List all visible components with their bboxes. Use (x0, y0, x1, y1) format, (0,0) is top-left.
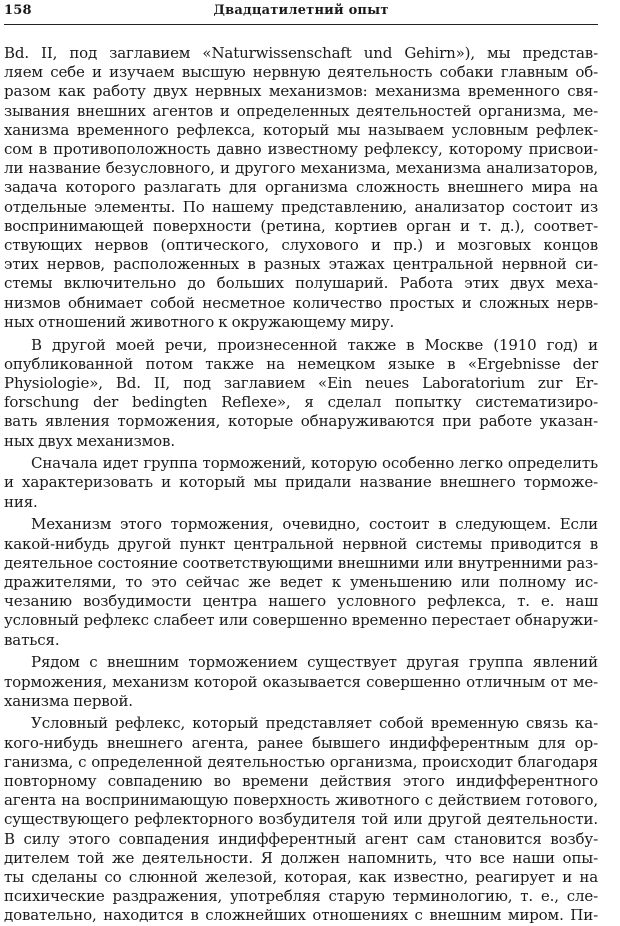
text-line: ствующих нервов (оптического, слухового и пр.) и мозговых концов (4, 236, 598, 255)
text-line: ляем себе и изучаем высшую нервную деятельность собаки главным об- (4, 63, 598, 82)
text-line: Physiologie», Bd. II, под заглавием «Ein neues Laboratorium zur Er- (4, 373, 598, 392)
text-line: опубликованной потом также на немецком языке в «Ergebnisse der (4, 354, 598, 373)
text-line: агента на воспринимающую поверхность животного с действием готового, (4, 791, 598, 810)
text-line: ных отношений животного к окружающему миру. (4, 312, 395, 331)
text-line: и характеризовать и который мы придали название внешнего торможе- (4, 473, 598, 492)
page-header (4, 0, 598, 25)
text-line: Bd. II, под заглавием «Naturwissenschaft und Gehirn»), мы представ- (4, 44, 598, 62)
text-line: воспринимающей поверхности (ретина, кортиев орган и т. д.), соответ- (4, 216, 598, 235)
paragraph-6 (4, 714, 598, 925)
text-line: зывания внешних агентов и определенных деятельностей организма, ме- (4, 101, 598, 120)
text-line: Сначала идет группа торможений, которую особенно легко определить (31, 454, 598, 473)
text-line: довательно, находится в сложнейших отношениях с внешним миром. Пи- (4, 906, 598, 925)
text-line: торможения, механизм которой оказывается совершенно отличным от ме- (4, 672, 598, 691)
text-line: forschung der bedingten Reflexe», я сделал попытку систематизиро- (4, 393, 598, 412)
text-line: ли название безусловного, и другого механизма, механизма анализаторов, (4, 159, 598, 178)
paragraph-5 (4, 653, 598, 711)
text-line: Механизм этого торможения, очевидно, состоит в следующем. Если (31, 515, 598, 534)
text-line: ханизма первой. (4, 691, 133, 710)
text-line: ваться. (4, 630, 60, 649)
text-line: В силу этого совпадения индифферентный агент сам становится возбу- (4, 829, 598, 848)
text-line: условный рефлекс слабеет или совершенно временно перестает обнаружи- (4, 611, 598, 630)
text-line: ных двух механизмов. (4, 431, 175, 450)
text-line: ханизма временного рефлекса, который мы называем условным рефлек- (4, 120, 598, 139)
text-line: чезанию возбудимости центра нашего условного рефлекса, т. е. наш (4, 592, 598, 611)
page-number: 158 (4, 3, 32, 18)
text-line: ния. (4, 492, 38, 511)
paragraph-1 (4, 44, 598, 332)
text-line: отдельные элементы. По нашему представлению, анализатор состоит из (4, 197, 598, 216)
text-line: Рядом с внешним торможением существует другая группа явлений (31, 653, 598, 672)
text-line: психические раздражения, употребляя старую терминологию, т. е., сле- (4, 887, 598, 906)
text-line: повторному совпадению во времени действия этого индифферентного (4, 772, 598, 791)
text-line: Условный рефлекс, который представляет собой временную связь ка- (31, 714, 598, 733)
text-line: задача которого разлагать для организма сложность внешнего мира на (4, 178, 598, 197)
text-line: ты сделаны со слюнной железой, которая, как известно, реагирует и на (4, 868, 598, 887)
paragraph-3 (4, 454, 598, 512)
running-title: Двадцатилетний опыт (213, 3, 389, 18)
text-line: существующего рефлекторного возбудителя той или другой деятельности. (4, 810, 598, 829)
text-line: ганизма, с определенной деятельностью организма, происходит благодаря (4, 752, 598, 771)
text-line: В другой моей речи, произнесенной также в Москве (1910 год) и (31, 335, 598, 354)
paragraph-4 (4, 515, 598, 649)
text-line: дражителями, то это сейчас же ведет к уменьшению или полному ис- (4, 572, 598, 591)
body-text (4, 44, 598, 926)
text-line: дителем той же деятельности. Я должен напомнить, что все наши опы- (4, 848, 598, 867)
book-page (4, 0, 598, 925)
text-line: сом в противоположность давно известному рефлексу, которому присвои- (4, 140, 598, 159)
text-line: вать явления торможения, которые обнаруживаются при работе указан- (4, 412, 598, 431)
paragraph-2 (4, 336, 598, 451)
text-line: этих нервов, расположенных в разных этажах центральной нервной си- (4, 255, 598, 274)
text-line: деятельное состояние соответствующими внешними или внутренними раз- (4, 553, 598, 572)
text-line: какой-нибудь другой пункт центральной нервной системы приводится в (4, 534, 598, 553)
text-line: разом как работу двух нервных механизмов: механизма временного свя- (4, 82, 598, 101)
text-line: кого-нибудь внешнего агента, ранее бывшего индифферентным для ор- (4, 733, 598, 752)
text-line: низмов обнимает собой несметное количество простых и сложных нерв- (4, 293, 598, 312)
text-line: стемы включительно до больших полушарий. Работа этих двух меха- (4, 274, 598, 293)
